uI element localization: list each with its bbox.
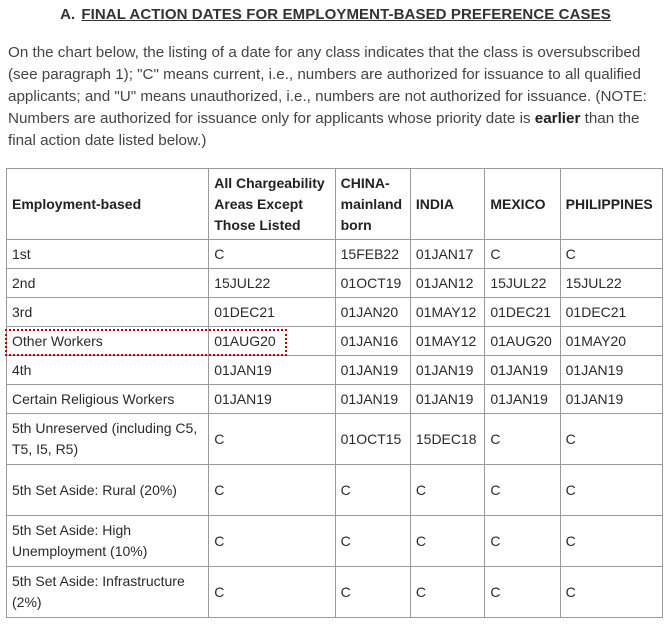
cell-all-chargeability: 01JAN19 bbox=[209, 385, 335, 414]
cell-all-chargeability: C bbox=[209, 567, 335, 618]
cell-category: 4th bbox=[7, 356, 209, 385]
cell-category: 3rd bbox=[7, 298, 209, 327]
cell-all-chargeability: 15JUL22 bbox=[209, 269, 335, 298]
table-header-row bbox=[7, 169, 663, 240]
cell-all-chargeability: 01DEC21 bbox=[209, 298, 335, 327]
cell-mexico: 01AUG20 bbox=[485, 327, 560, 356]
table-row bbox=[7, 516, 663, 567]
section-title: FINAL ACTION DATES FOR EMPLOYMENT-BASED PREFERENCE CASES bbox=[81, 6, 611, 23]
cell-india: 01JAN12 bbox=[410, 269, 484, 298]
cell-philippines: C bbox=[560, 465, 662, 516]
table-row bbox=[7, 385, 663, 414]
cell-india: 01JAN19 bbox=[410, 385, 484, 414]
cell-category: 2nd bbox=[7, 269, 209, 298]
cell-category: 5th Set Aside: Infrastructure (2%) bbox=[7, 567, 209, 618]
cell-mexico: C bbox=[485, 516, 560, 567]
cell-category: 5th Set Aside: Rural (20%) bbox=[7, 465, 209, 516]
cell-all-chargeability: C bbox=[209, 516, 335, 567]
cell-india: C bbox=[410, 465, 484, 516]
intro-emphasis: earlier bbox=[534, 110, 581, 127]
cell-mexico: 01JAN19 bbox=[485, 356, 560, 385]
cell-india: C bbox=[410, 567, 484, 618]
table-row bbox=[7, 465, 663, 516]
cell-category: 5th Set Aside: High Unemployment (10%) bbox=[7, 516, 209, 567]
header-all-chargeability bbox=[209, 169, 335, 240]
cell-china: 01JAN19 bbox=[335, 385, 410, 414]
cell-category: 5th Unreserved (including C5, T5, I5, R5) bbox=[7, 414, 209, 465]
cell-china: 01JAN19 bbox=[335, 356, 410, 385]
table-row bbox=[7, 298, 663, 327]
cell-philippines: 15JUL22 bbox=[560, 269, 662, 298]
cell-china: C bbox=[335, 516, 410, 567]
cell-philippines: C bbox=[560, 567, 662, 618]
header-philippines-label: PHILIPPINES bbox=[565, 195, 653, 212]
header-china bbox=[335, 169, 410, 240]
cell-philippines: C bbox=[560, 240, 662, 269]
header-all-chargeability-label: All Chargeability Areas Except Those Listed bbox=[214, 174, 325, 233]
table-row bbox=[7, 414, 663, 465]
intro-text-part1: On the chart below, the listing of a date for any class indicates that the class is oversubscribed (see paragraph 1); "C" means current, i.e., numbers are authorized for issuance to all qualified applicants; and "U" means unauthorized, i.e., numbers are not authorized for issuance. (NOTE: Numbers are authorized for issuance only for applicants whose priority date is bbox=[8, 44, 647, 127]
cell-mexico: C bbox=[485, 240, 560, 269]
cell-all-chargeability: C bbox=[209, 465, 335, 516]
cell-philippines: 01JAN19 bbox=[560, 385, 662, 414]
cell-category: Certain Religious Workers bbox=[7, 385, 209, 414]
intro-text-part2: than the final action date listed below.) bbox=[8, 110, 640, 149]
table-row bbox=[7, 356, 663, 385]
cell-philippines: C bbox=[560, 516, 662, 567]
cell-philippines: C bbox=[560, 414, 662, 465]
header-china-label: CHINA-mainland born bbox=[340, 174, 403, 233]
cell-all-chargeability: C bbox=[209, 414, 335, 465]
cell-philippines: 01JAN19 bbox=[560, 356, 662, 385]
cell-india: 01MAY12 bbox=[410, 298, 484, 327]
cell-china: C bbox=[335, 567, 410, 618]
cell-mexico: 01DEC21 bbox=[485, 298, 560, 327]
intro-paragraph bbox=[8, 42, 668, 152]
header-employment-based-label: Employment-based bbox=[12, 195, 142, 212]
cell-mexico: C bbox=[485, 567, 560, 618]
header-employment-based bbox=[7, 169, 209, 240]
cell-mexico: 15JUL22 bbox=[485, 269, 560, 298]
cell-mexico: 01JAN19 bbox=[485, 385, 560, 414]
cell-philippines: 01DEC21 bbox=[560, 298, 662, 327]
cell-china: 15FEB22 bbox=[335, 240, 410, 269]
cell-category: 1st bbox=[7, 240, 209, 269]
section-heading bbox=[0, 6, 671, 23]
cell-india: 01MAY12 bbox=[410, 327, 484, 356]
cell-category: Other Workers bbox=[7, 327, 209, 356]
cell-all-chargeability: 01AUG20 bbox=[209, 327, 335, 356]
cell-all-chargeability: C bbox=[209, 240, 335, 269]
cell-india: 15DEC18 bbox=[410, 414, 484, 465]
header-philippines bbox=[560, 169, 662, 240]
cell-china: 01JAN20 bbox=[335, 298, 410, 327]
cell-philippines: 01MAY20 bbox=[560, 327, 662, 356]
table-row bbox=[7, 327, 663, 356]
table-row bbox=[7, 240, 663, 269]
cell-mexico: C bbox=[485, 465, 560, 516]
final-action-dates-table bbox=[6, 168, 663, 618]
cell-india: 01JAN19 bbox=[410, 356, 484, 385]
cell-china: 01OCT15 bbox=[335, 414, 410, 465]
cell-china: C bbox=[335, 465, 410, 516]
header-india bbox=[410, 169, 484, 240]
cell-all-chargeability: 01JAN19 bbox=[209, 356, 335, 385]
table-row bbox=[7, 567, 663, 618]
cell-india: C bbox=[410, 516, 484, 567]
cell-china: 01JAN16 bbox=[335, 327, 410, 356]
header-mexico bbox=[485, 169, 560, 240]
header-mexico-label: MEXICO bbox=[490, 195, 546, 212]
section-letter: A. bbox=[60, 6, 76, 23]
cell-mexico: C bbox=[485, 414, 560, 465]
cell-india: 01JAN17 bbox=[410, 240, 484, 269]
table-row bbox=[7, 269, 663, 298]
cell-china: 01OCT19 bbox=[335, 269, 410, 298]
header-india-label: INDIA bbox=[415, 195, 454, 212]
